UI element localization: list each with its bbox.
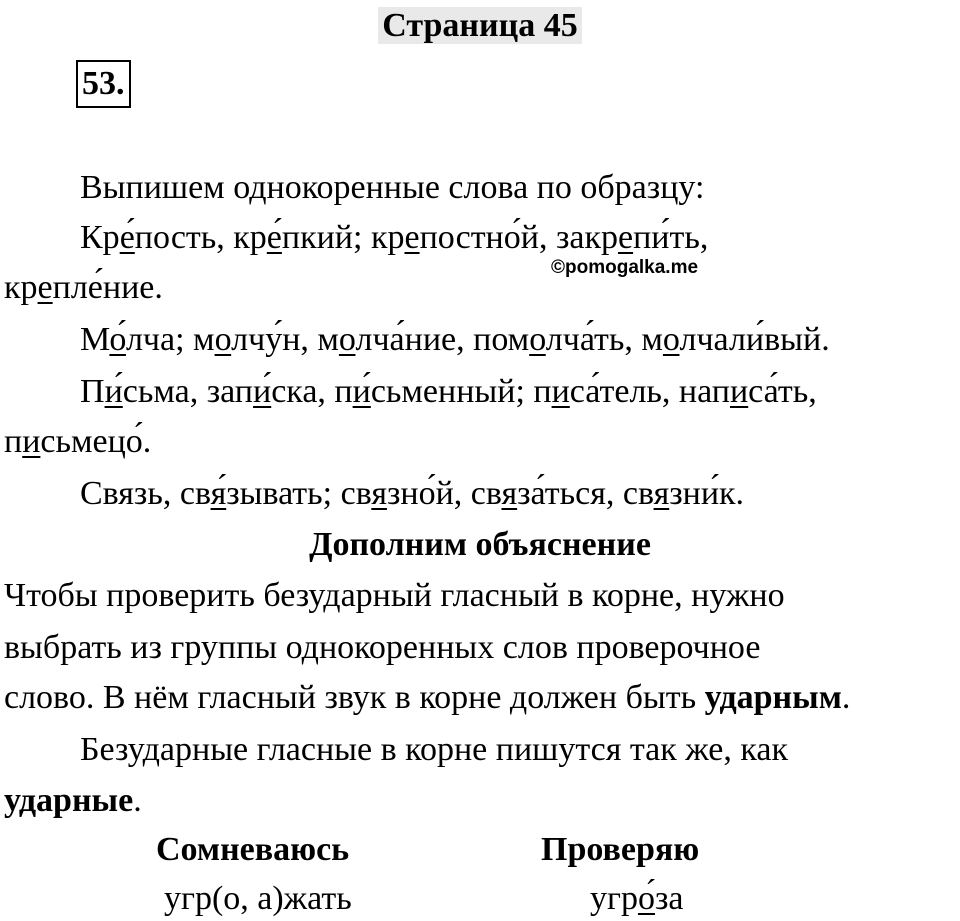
- text-segment: Выпишем однокоренные слова по образцу:: [80, 169, 705, 206]
- text-segment: кр: [4, 269, 38, 306]
- stressed-vowel: и: [551, 373, 570, 410]
- doubt-word: угр(о, а)жать: [164, 880, 352, 917]
- text-line-2: [80, 216, 708, 260]
- exercise-number-box: [76, 60, 131, 108]
- stressed-vowel: о́: [637, 880, 655, 917]
- explanation-line-5: [4, 779, 142, 823]
- page-title: [0, 4, 960, 48]
- text-segment: Связь, св: [80, 475, 211, 512]
- text-segment: сьменный; п: [370, 373, 552, 410]
- text-segment: зни́к.: [669, 475, 745, 512]
- text-line-5: [80, 370, 817, 414]
- explanation-line-2: [4, 626, 760, 670]
- text-segment: са́ть,: [748, 373, 817, 410]
- text-segment: пи́ть,: [633, 219, 709, 256]
- stressed-vowel: е: [404, 219, 420, 256]
- bold-text: ударные: [4, 782, 134, 819]
- stressed-vowel: о: [338, 321, 356, 358]
- text-segment: зно́й, св: [386, 475, 502, 512]
- text-line-6: [4, 420, 151, 464]
- text-segment: П: [80, 373, 105, 410]
- explanation-line-1: [4, 574, 785, 618]
- check-word: [590, 877, 683, 921]
- text-segment: лчу́н, м: [231, 321, 339, 358]
- stressed-vowel: и́: [253, 373, 272, 410]
- text-segment: за: [654, 880, 684, 917]
- stressed-vowel: и́: [352, 373, 371, 410]
- text-segment: постно́й, закр: [419, 219, 618, 256]
- stressed-vowel: я́: [210, 475, 227, 512]
- stressed-vowel: е: [617, 219, 634, 256]
- stressed-vowel: о́: [109, 321, 126, 358]
- text-segment: .: [841, 679, 851, 716]
- explanation-line-3: [4, 676, 850, 720]
- text-segment: угр: [590, 880, 638, 917]
- stressed-vowel: и: [729, 373, 749, 410]
- text-line-7: [80, 472, 744, 516]
- text-segment: лча́ть, м: [545, 321, 663, 358]
- text-segment: лча; м: [125, 321, 215, 358]
- text-segment: п: [4, 423, 23, 460]
- text-segment: за́ться, св: [517, 475, 654, 512]
- page-title-text: Страница 45: [378, 7, 581, 44]
- text-segment: лчали́вый.: [679, 321, 830, 358]
- bold-text: ударным: [704, 679, 842, 716]
- text-segment: выбрать из группы однокоренных слов проверочное: [4, 629, 761, 666]
- text-line-3: [4, 266, 163, 310]
- stressed-vowel: о: [214, 321, 232, 358]
- check-column-header: Проверяю: [541, 831, 700, 868]
- text-segment: сьма, зап: [122, 373, 254, 410]
- text-segment: Чтобы проверить безударный гласный в корне, нужно: [4, 577, 785, 614]
- stressed-vowel: е́: [266, 219, 282, 256]
- section-heading: Дополним объяснение: [309, 526, 651, 563]
- stressed-vowel: о: [662, 321, 680, 358]
- doubt-column-header: Сомневаюсь: [156, 831, 350, 868]
- text-segment: зывать; св: [226, 475, 372, 512]
- text-segment: сьмецо́.: [40, 423, 152, 460]
- text-segment: слово. В нём гласный звук в корне должен быть: [4, 679, 705, 716]
- stressed-vowel: е́: [119, 219, 135, 256]
- text-segment: пость, кр: [134, 219, 267, 256]
- text-segment: лча́ние, пом: [355, 321, 530, 358]
- text-segment: .: [133, 782, 142, 819]
- text-segment: Безударные гласные в корне пишутся так же, как: [80, 731, 788, 768]
- text-segment: пле́ние.: [52, 269, 163, 306]
- text-line-4: [80, 318, 830, 362]
- explanation-line-4: [80, 728, 788, 772]
- exercise-number-dot: .: [116, 65, 125, 102]
- stressed-vowel: я: [501, 475, 518, 512]
- stressed-vowel: я: [371, 475, 387, 512]
- watermark: ©pomogalka.me: [551, 257, 699, 278]
- stressed-vowel: и: [22, 423, 41, 460]
- text-segment: Кр: [80, 219, 120, 256]
- stressed-vowel: е: [37, 269, 53, 306]
- text-segment: ска, п: [271, 373, 353, 410]
- stressed-vowel: о: [529, 321, 546, 358]
- stressed-vowel: я: [653, 475, 670, 512]
- text-segment: М: [80, 321, 110, 358]
- exercise-number: 53: [82, 65, 116, 102]
- text-segment: пкий; кр: [281, 219, 405, 256]
- text-segment: са́тель, нап: [569, 373, 730, 410]
- stressed-vowel: и́: [104, 373, 123, 410]
- text-line-1: [80, 166, 704, 210]
